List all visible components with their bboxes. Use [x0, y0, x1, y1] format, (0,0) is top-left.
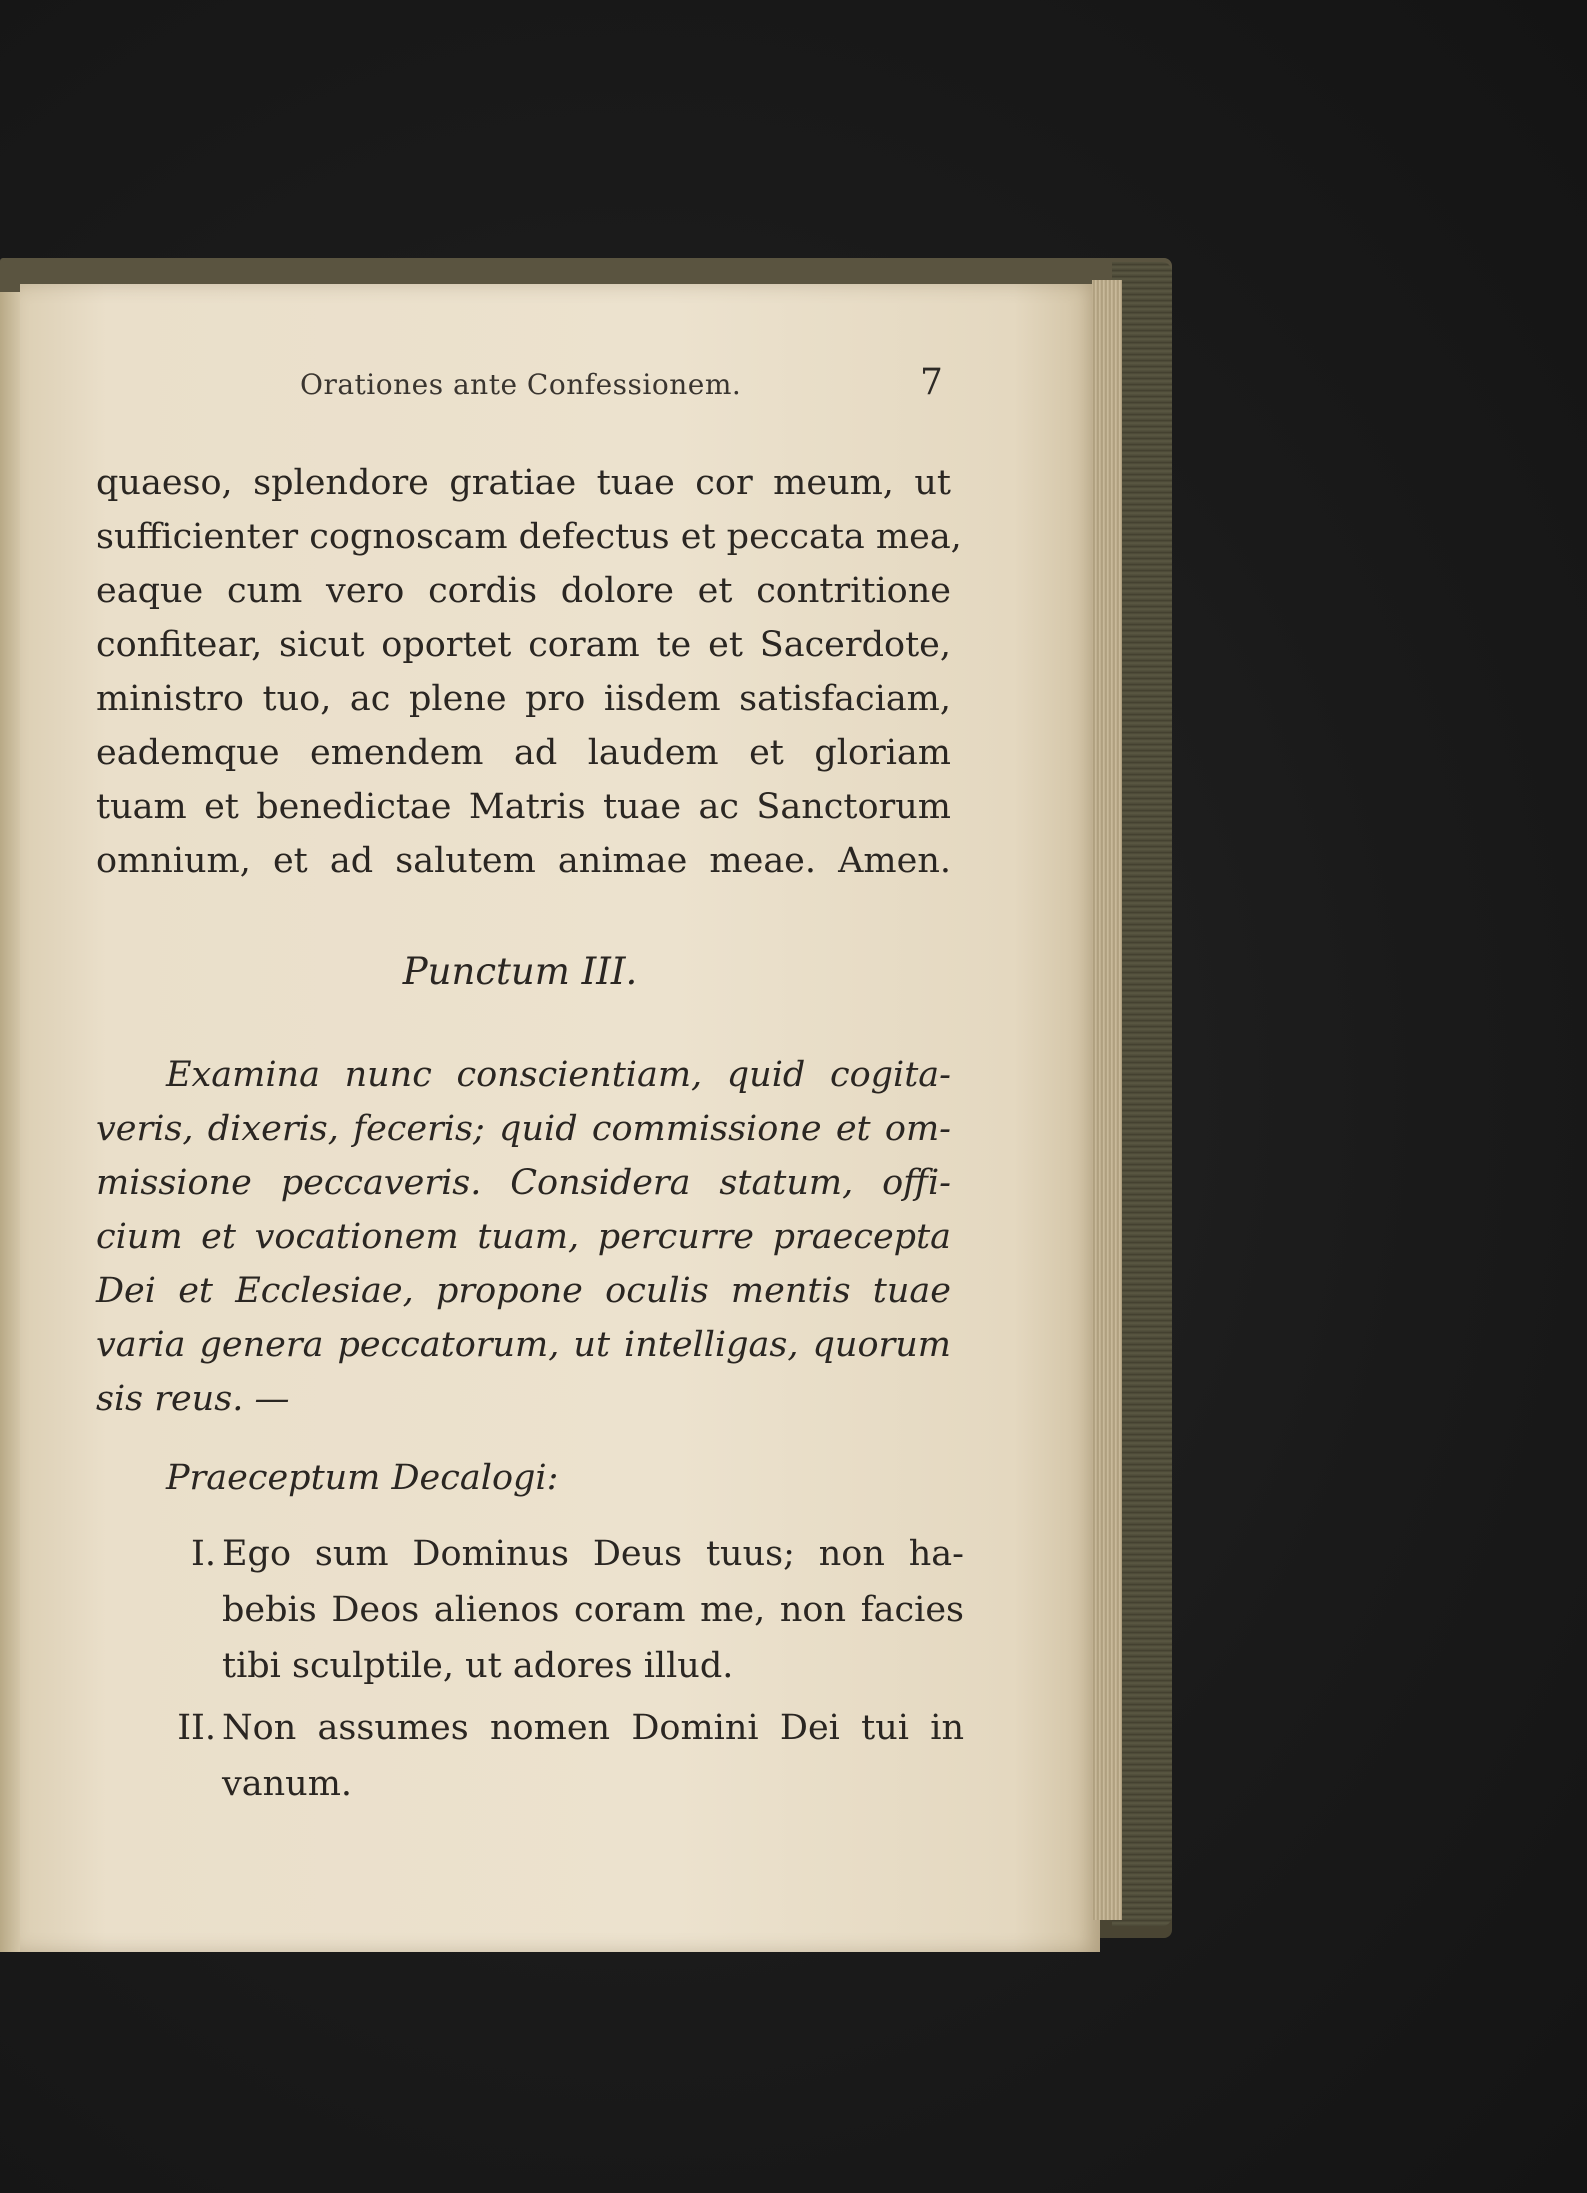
- text-line: tibi sculptile, ut adores illud.: [222, 1646, 734, 1686]
- text-line: varia genera peccatorum, ut intelligas, quorum: [96, 1325, 951, 1365]
- text-line: confitear, sicut oportet coram te et Sacerdote,: [96, 625, 951, 665]
- text-line: bebis Deos alienos coram me, non facies: [222, 1590, 964, 1630]
- commandment-text: [222, 1526, 964, 1694]
- text-line: ministro tuo, ac plene pro iisdem satisfaciam,: [96, 679, 951, 719]
- commandment-number: II.: [177, 1708, 216, 1748]
- text-line: quaeso, splendore gratiae tuae cor meum, ut: [96, 463, 951, 503]
- text-line: Dei et Ecclesiae, propone oculis mentis tuae: [96, 1271, 951, 1311]
- text-line: omnium, et ad salutem animae meae. Amen.: [96, 841, 951, 881]
- text-line: tuam et benedictae Matris tuae ac Sanctorum: [96, 787, 951, 827]
- text-line: cium et vocationem tuam, percurre praecepta: [96, 1217, 951, 1257]
- page-edges: [1092, 280, 1122, 1920]
- commandment-number: I.: [191, 1534, 216, 1574]
- prayer-paragraph: [96, 456, 962, 888]
- text-line: veris, dixeris, feceris; quid commissione et om-: [96, 1109, 951, 1149]
- page-number: 7: [920, 362, 943, 403]
- text-line: Examina nunc conscientiam, quid cogita-: [166, 1055, 951, 1095]
- commandment-text: [222, 1700, 964, 1812]
- text-line: eaque cum vero cordis dolore et contritione: [96, 571, 951, 611]
- text-line: eademque emendem ad laudem et gloriam: [96, 733, 951, 773]
- examination-paragraph: [96, 1048, 951, 1426]
- text-line: Non assumes nomen Domini Dei tui in: [222, 1708, 964, 1748]
- text-line: missione peccaveris. Considera statum, offi-: [96, 1163, 951, 1203]
- text-line: sis reus. —: [96, 1379, 290, 1419]
- running-head: Orationes ante Confessionem.: [300, 368, 742, 401]
- decalogue-title: Praeceptum Decalogi:: [166, 1458, 559, 1498]
- text-line: vanum.: [222, 1764, 353, 1804]
- text-line: sufficienter cognoscam defectus et peccata mea,: [96, 517, 962, 557]
- text-line: Ego sum Dominus Deus tuus; non ha-: [222, 1534, 964, 1574]
- section-heading: Punctum III.: [402, 950, 638, 993]
